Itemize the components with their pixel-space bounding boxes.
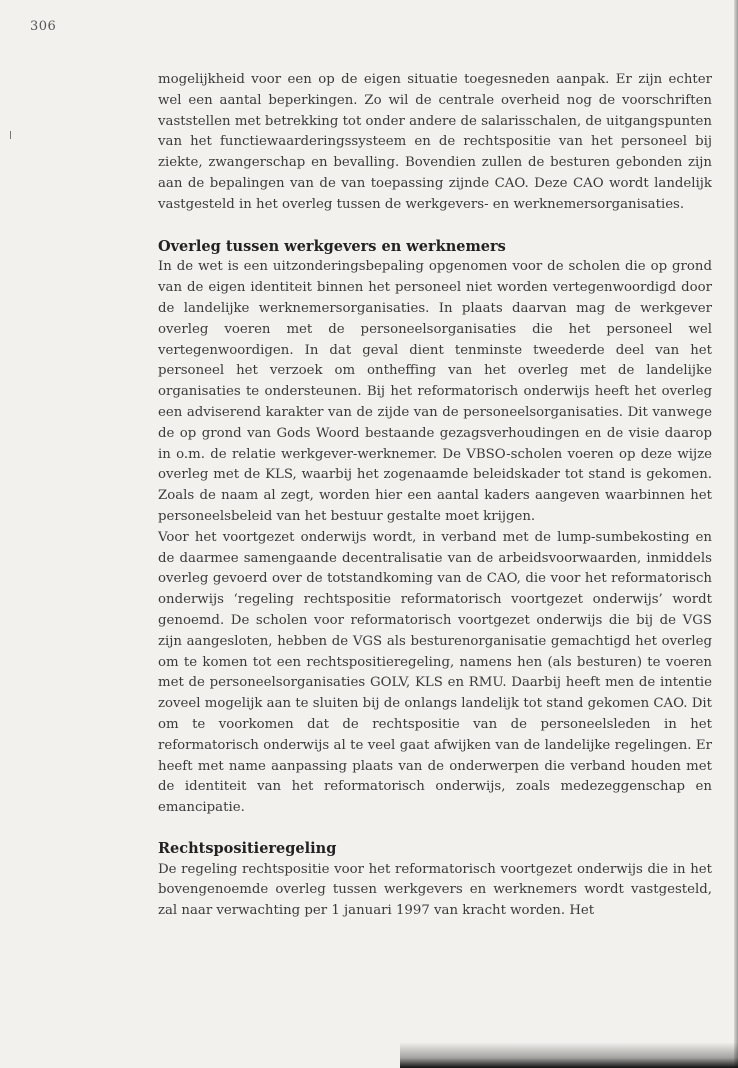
document-body [158,70,712,922]
overleg-paragraph-1: In de wet is een uitzonderingsbepaling opgenomen voor de scholen die op grond van de eigen identiteit binnen het personeel niet worden vertegenwoordigd door de landelijke werknemersorganisaties. In plaats daarvan mag de werkgever overleg voeren met de personeelsorganisaties die het personeel wel vertegenwoordigen. In dat geval dient tenminste tweederde deel van het personeel het verzoek om ontheffing van het overleg met de landelijke organisaties te ondersteunen. Bij het reformatorisch onderwijs heeft het overleg een adviserend karakter van de zijde van de personeelsorganisaties. Dit vanwege de op grond van Gods Woord bestaande gezagsverhoudingen en de visie daarop in o.m. de relatie werkgever-werknemer. De VBSO-scholen voeren op deze wijze overleg met de KLS, waarbij het zogenaamde beleidskader tot stand is gekomen. Zoals de naam al zegt, worden hier een aantal kaders aangeven waarbinnen het personeelsbeleid van het bestuur gestalte moet krijgen. [158,259,712,524]
section-heading-overleg: Overleg tussen werkgevers en werknemers [158,237,506,255]
margin-mark [10,131,11,139]
scan-shadow [400,1042,738,1068]
rechtspositieregeling-paragraph-1: De regeling rechtspositie voor het reformatorisch voortgezet onderwijs die in het bovengenoemde overleg tussen werkgevers en werknemers wordt vastgesteld, zal naar verwachting per 1 januari 1997 van kracht worden. Het [158,861,712,919]
overleg-paragraph-2: Voor het voortgezet onderwijs wordt, in verband met de lump-sumbekosting en de daarmee samengaande decentralisatie van de arbeidsvoorwaarden, inmiddels overleg gevoerd over de totstandkoming van de CAO, die voor het reformatorisch onderwijs ‘regeling rechtspositie reformatorisch voortgezet onderwijs’ wordt genoemd. De scholen voor reformatorisch voortgezet onderwijs die bij de VGS zijn aangesloten, hebben de VGS als besturenorganisatie gemachtigd het overleg om te komen tot een rechtspositieregeling, namens hen (als besturen) te voeren met de personeelsorganisaties GOLV, KLS en RMU. Daarbij heeft men de intentie zoveel mogelijk aan te sluiten bij de onlangs landelijk tot stand gekomen CAO. Dit om te voorkomen dat de rechtspositie van de personeelsleden in het reformatorisch onderwijs al te veel gaat afwijken van de landelijke regelingen. Er heeft met name aanpassing plaats van de onderwerpen die verband houden met de identiteit van het reformatorisch onderwijs, zoals medezeggenschap en emancipatie. [158,529,712,816]
scan-page-edge [734,0,738,1068]
page-number: 306 [30,19,57,34]
section-heading-rechtspositieregeling: Rechtspositieregeling [158,839,337,857]
intro-paragraph: mogelijkheid voor een op de eigen situatie toegesneden aanpak. Er zijn echter wel een aantal beperkingen. Zo wil de centrale overheid nog de voorschriften vaststellen met betrekking tot onder andere de salarisschalen, de uitgangspunten van het functiewaarderingssysteem en de rechtspositie van het personeel bij ziekte, zwangerschap en bevalling. Bovendien zullen de besturen gebonden zijn aan de bepalingen van de van toepassing zijnde CAO. Deze CAO wordt landelijk vastgesteld in het overleg tussen de werkgevers- en werknemersorganisaties. [158,72,712,212]
